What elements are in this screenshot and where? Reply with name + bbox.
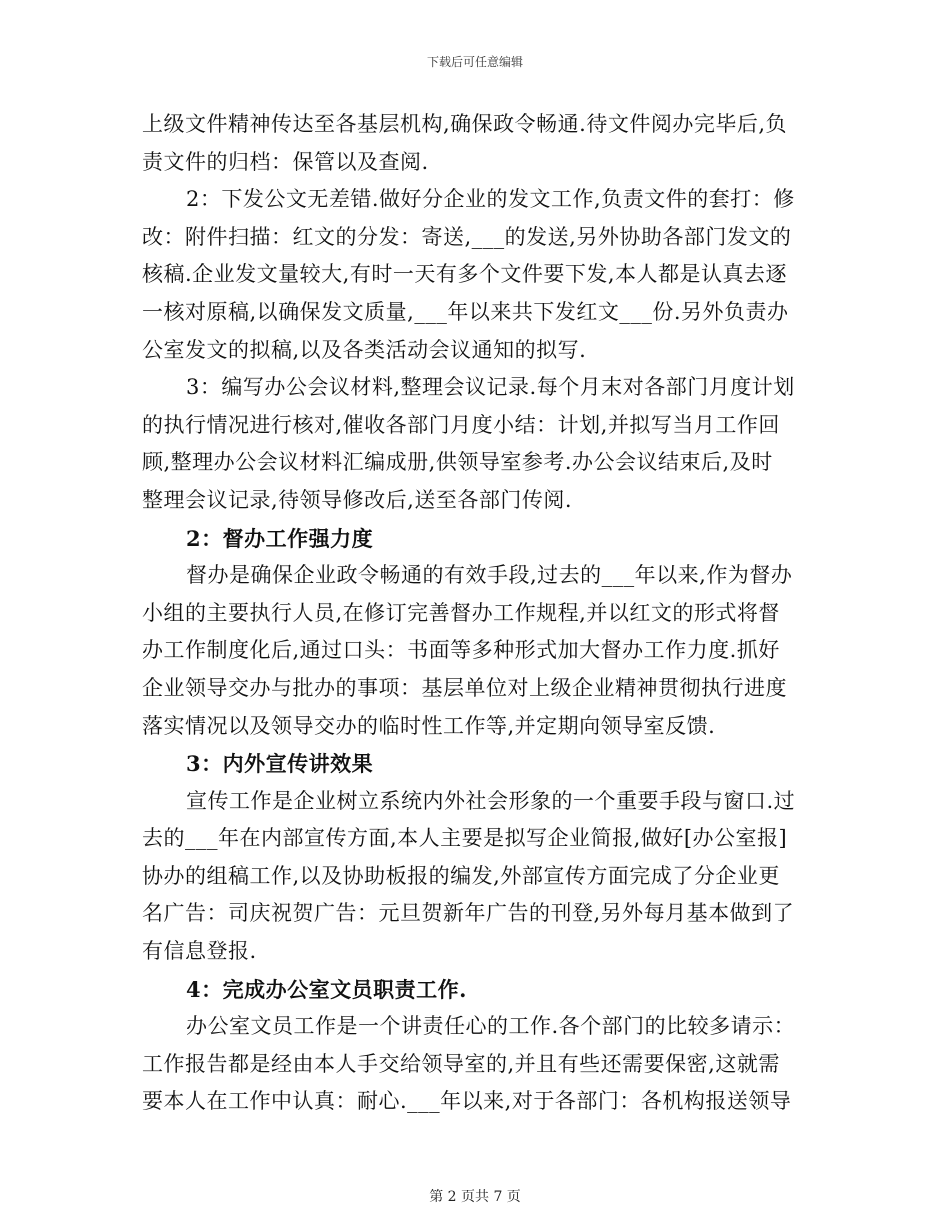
paragraph-line: 核稿.企业发文量较大,有时一天有多个文件要下发,本人都是认真去逐 [142, 262, 788, 287]
paragraph-line: 2：下发公文无差错.做好分企业的发文工作,负责文件的套打：修 [186, 187, 795, 212]
paragraph-line: 协办的组稿工作,以及协助板报的编发,外部宣传方面完成了分企业更 [142, 863, 780, 888]
paragraph-line: 上级文件精神传达至各基层机构,确保政令畅通.待文件阅办完毕后,负 [142, 112, 788, 136]
paragraph-line: 名广告：司庆祝贺广告：元旦贺新年广告的刊登,另外每月基本做到了 [142, 901, 795, 926]
paragraph-line: 落实情况以及领导交办的临时性工作等,并定期向领导室反馈. [142, 713, 716, 738]
section-heading: 2：督办工作强力度 [186, 525, 374, 551]
paragraph-line: 公室发文的拟稿,以及各类活动会议通知的拟写. [142, 337, 587, 362]
paragraph-line: 责文件的归档：保管以及查阅. [142, 149, 429, 174]
paragraph-line: 督办是确保企业政令畅通的有效手段,过去的___年以来,作为督办 [186, 563, 793, 588]
paragraph-line: 一核对原稿,以确保发文质量,___年以来共下发红文___份.另外负责办 [142, 299, 789, 324]
paragraph-line: 工作报告都是经由本人手交给领导室的,并且有些还需要保密,这就需 [142, 1051, 780, 1076]
paragraph-line: 办工作制度化后,通过口头：书面等多种形式加大督办工作力度.抓好 [142, 638, 780, 663]
paragraph-line: 顾,整理办公会议材料汇编成册,供领导室参考.办公会议结束后,及时 [142, 450, 773, 475]
section-heading: 3：内外宣传讲效果 [186, 751, 374, 777]
paragraph-line: 小组的主要执行人员,在修订完善督办工作规程,并以红文的形式将督 [142, 600, 780, 625]
page-number: 第 2 页共 7 页 [429, 1189, 521, 1205]
paragraph-line: 整理会议记录,待领导修改后,送至各部门传阅. [142, 487, 573, 512]
section-heading: 4：完成办公室文员职责工作. [186, 976, 467, 1002]
paragraph-line: 去的___年在内部宣传方面,本人主要是拟写企业简报,做好[办公室报] [142, 826, 788, 851]
paragraph-line: 有信息登报. [142, 939, 257, 964]
paragraph-line: 企业领导交办与批办的事项：基层单位对上级企业精神贯彻执行进度 [142, 675, 787, 700]
paragraph-line: 的执行情况进行核对,催收各部门月度小结：计划,并拟写当月工作回 [142, 412, 780, 437]
paragraph-line: 3：编写办公会议材料,整理会议记录.每个月末对各部门月度计划 [186, 375, 795, 400]
document-body [142, 106, 808, 1121]
header-note: 下载后可任意编辑 [426, 55, 523, 69]
paragraph-line: 办公室文员工作是一个讲责任心的工作.各个部门的比较多请示： [186, 1014, 796, 1039]
paragraph-line: 要本人在工作中认真：耐心.___年以来,对于各部门：各机构报送领导 [142, 1089, 792, 1114]
paragraph-line: 宣传工作是企业树立系统内外社会形象的一个重要手段与窗口.过 [186, 788, 796, 813]
paragraph-line: 改：附件扫描：红文的分发：寄送,___的发送,另外协助各部门发文的 [142, 224, 792, 249]
